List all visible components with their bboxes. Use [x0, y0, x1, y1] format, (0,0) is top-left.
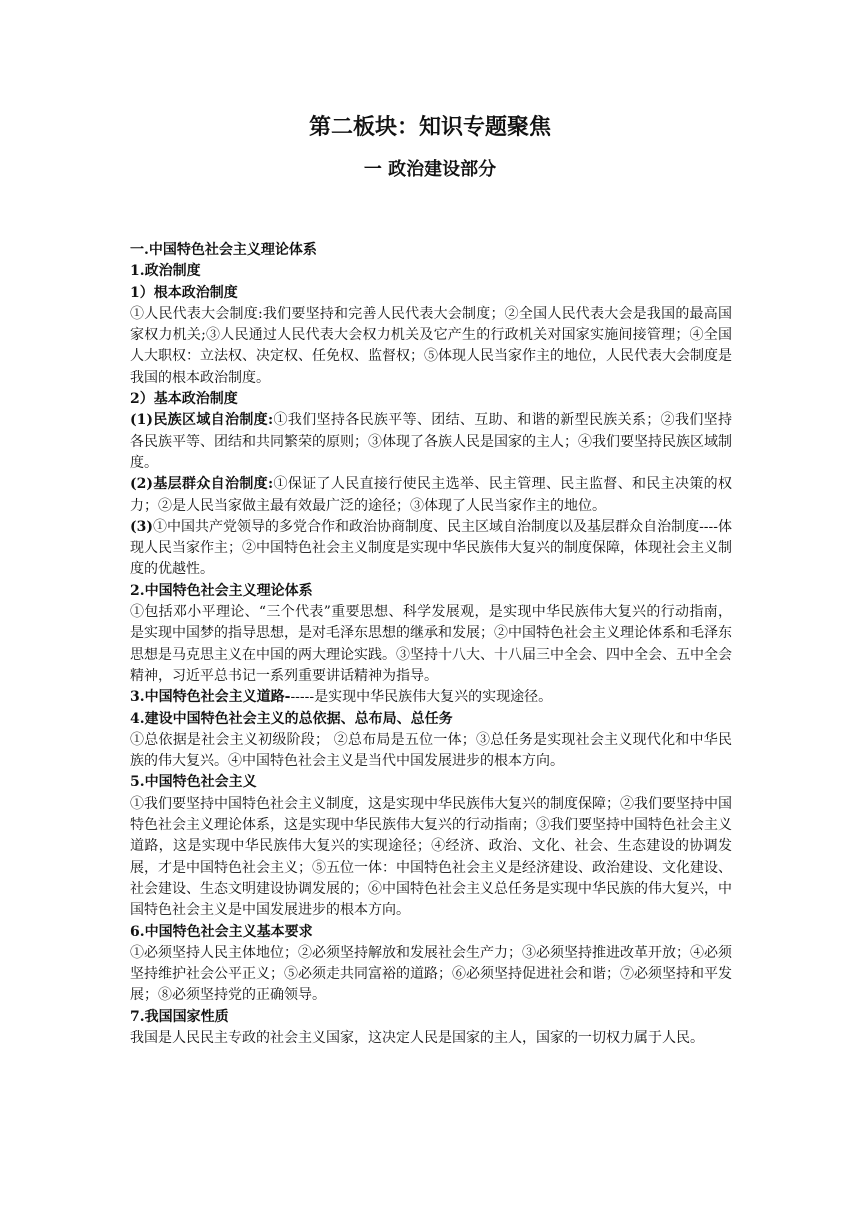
subheading-basic-system: 2）基本政治制度: [130, 391, 238, 408]
text-item-3: ①中国共产党领导的多党合作和政治协商制度、民主区域自治制度以及基层群众自治制度----体现人民当家作主；②中国特色社会主义制度是实现中华民族伟大复兴的制度保障，体现社会主义制度的优越性。: [130, 518, 732, 578]
paragraph-grassroots-autonomy: [130, 474, 732, 517]
subheading-fundamental-system: 1）根本政治制度: [130, 284, 238, 301]
subheading-overall-basis: 4.建设中国特色社会主义的总依据、总布局、总任务: [130, 710, 453, 727]
paragraph-theory-system: ①包括邓小平理论、“三个代表”重要思想、科学发展观，是实现中华民族伟大复兴的行动指南，是实现中国梦的指导思想，是对毛泽东思想的继承和发展；②中国特色社会主义理论体系和毛泽东思想是马克思主义在中国的两大理论实践。③坚持十八大、十八届三中全会、四中全会、五中全会精神，习近平总书记一系列重要讲话精神为指导。: [130, 604, 732, 684]
subheading-political-system: 1.政治制度: [130, 263, 201, 280]
paragraph-road: [130, 687, 732, 708]
label-item-3: (3): [130, 518, 153, 535]
text-grassroots-autonomy: ①保证了人民直接行使民主选举、民主管理、民主监督、和民主决策的权力；②是人民当家做主最有效最广泛的途径；③体现了人民当家作主的地位。: [130, 476, 732, 514]
paragraph-peoples-congress: ①人民代表大会制度:我们要坚持和完善人民代表大会制度；②全国人民代表大会是我国的最高国家权力机关;③人民通过人民代表大会权力机关及它产生的行政机关对国家实施间接管理；④全国人大职权：立法权、决定权、任免权、监督权；⑤体现人民当家作主的地位，人民代表大会制度是我国的根本政治制度。: [130, 305, 732, 386]
text-ethnic-autonomy: ①我们坚持各民族平等、团结、互助、和谐的新型民族关系；②我们坚持各民族平等、团结和共同繁荣的原则；③体现了各族人民是国家的主人；④我们要坚持民族区域制度。: [130, 412, 732, 471]
subheading-road: 3.中国特色社会主义道路-: [130, 689, 291, 706]
subheading-theory-system: 2.中国特色社会主义理论体系: [130, 582, 313, 599]
document-body: [130, 240, 732, 1049]
label-grassroots-autonomy: (2)基层群众自治制度:: [130, 476, 274, 493]
subheading-socialism: 5.中国特色社会主义: [130, 774, 257, 791]
paragraph-overall-basis: ①总依据是社会主义初级阶段； ②总布局是五位一体；③总任务是实现社会主义现代化和中华民族的伟大复兴。④中国特色社会主义是当代中国发展进步的根本方向。: [130, 731, 732, 770]
text-road: -----是实现中华民族伟大复兴的实现途径。: [290, 689, 553, 706]
paragraph-socialism: ①我们要坚持中国特色社会主义制度，这是实现中华民族伟大复兴的制度保障；②我们要坚持中国特色社会主义理论体系，这是实现中华民族伟大复兴的行动指南；③我们要坚持中国特色社会主义道路，这是实现中华民族伟大复兴的实现途径；④经济、政治、文化、社会、生态建设的协调发展，才是中国特色社会主义；⑤五位一体：中国特色社会主义是经济建设、政治建设、文化建设、社会建设、生态文明建设协调发展的；⑥中国特色社会主义总任务是实现中华民族的伟大复兴，中国特色社会主义是中国发展进步的根本方向。: [130, 795, 732, 919]
paragraph-ethnic-autonomy: [130, 410, 732, 474]
subheading-basic-requirements: 6.中国特色社会主义基本要求: [130, 923, 313, 940]
paragraph-item-3: [130, 517, 732, 581]
subheading-state-nature: 7.我国国家性质: [130, 1008, 229, 1025]
page-subtitle: 一 政治建设部分: [363, 159, 497, 180]
page-title: 第二板块：知识专题聚焦: [308, 114, 551, 140]
paragraph-state-nature: 我国是人民民主专政的社会主义国家，这决定人民是国家的主人，国家的一切权力属于人民。: [130, 1029, 704, 1046]
paragraph-basic-requirements: ①必须坚持人民主体地位；②必须坚持解放和发展社会生产力；③必须坚持推进改革开放；④必须坚持维护社会公平正义；⑤必须走共同富裕的道路；⑥必须坚持促进社会和谐；⑦必须坚持和平发展；⑧必须坚持党的正确领导。: [130, 944, 732, 1004]
label-ethnic-autonomy: (1)民族区域自治制度:: [130, 412, 274, 429]
section-heading: 一.中国特色社会主义理论体系: [130, 242, 317, 258]
